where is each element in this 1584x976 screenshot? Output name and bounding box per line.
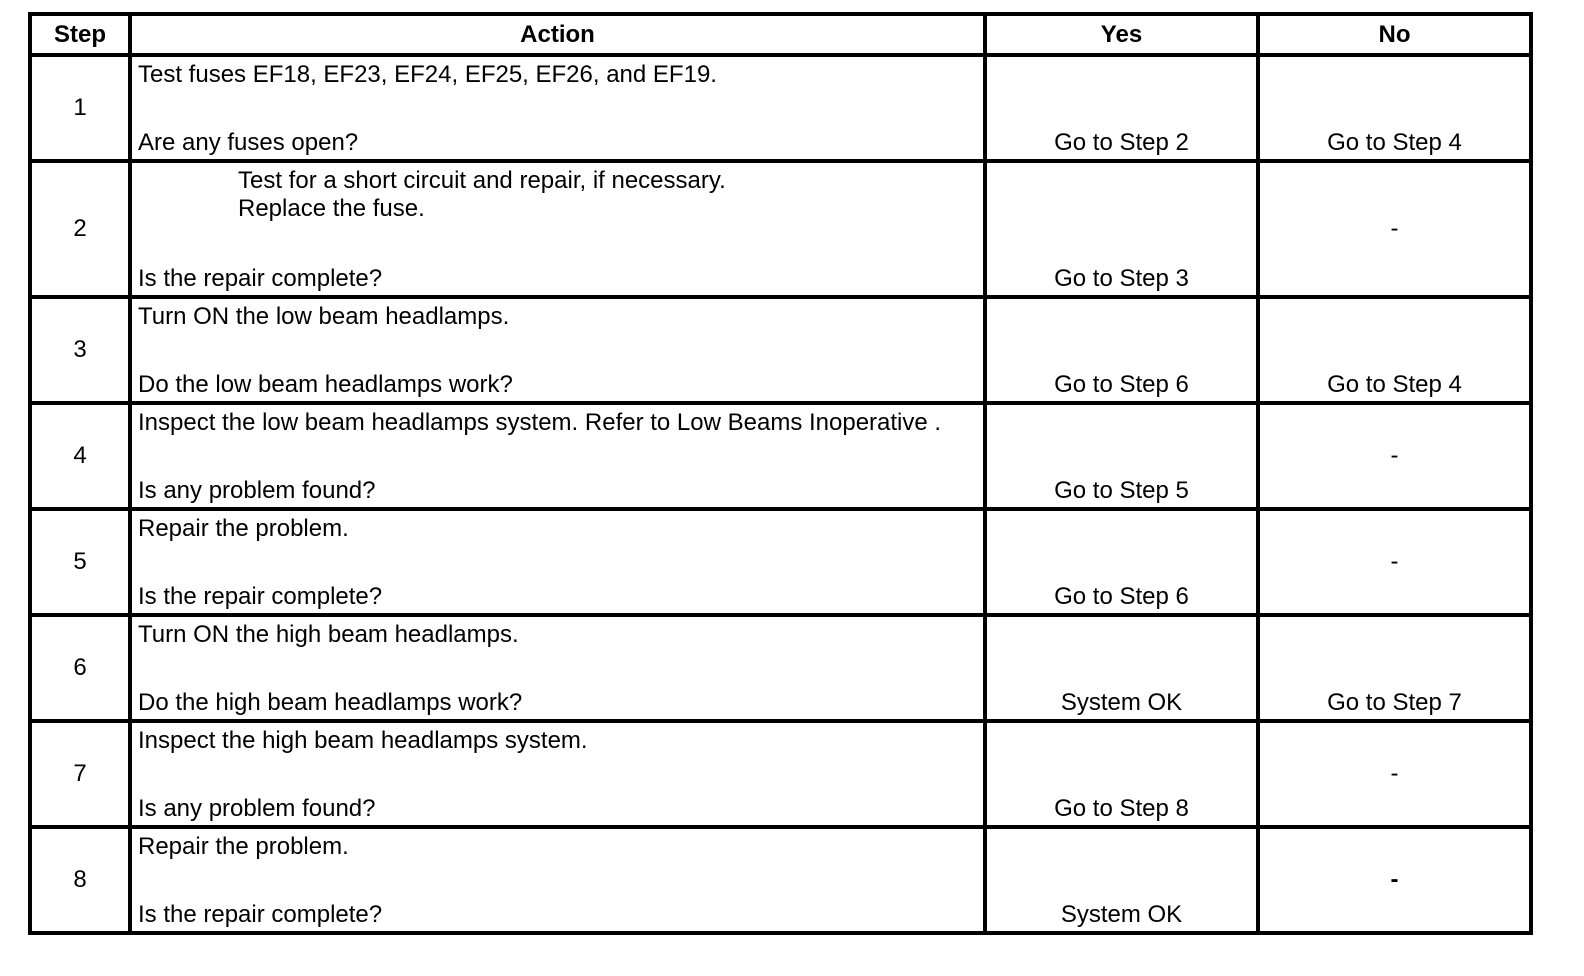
yes-result: Go to Step 8 — [985, 721, 1258, 827]
step-number: 5 — [30, 509, 130, 615]
action-cell — [130, 509, 985, 615]
action-instruction: Turn ON the low beam headlamps. — [138, 303, 510, 330]
table-row — [30, 509, 1531, 615]
table-row — [30, 827, 1531, 933]
action-question: Do the low beam headlamps work? — [138, 371, 513, 398]
action-question: Is the repair complete? — [138, 901, 383, 928]
yes-result: Go to Step 5 — [985, 403, 1258, 509]
action-cell — [130, 161, 985, 297]
action-instruction: Repair the problem. — [138, 833, 349, 860]
yes-result: Go to Step 6 — [985, 297, 1258, 403]
action-instruction: Inspect the high beam headlamps system. — [138, 727, 588, 754]
table-row — [30, 55, 1531, 161]
header-step: Step — [30, 14, 130, 55]
header-action: Action — [130, 14, 985, 55]
step-number: 7 — [30, 721, 130, 827]
action-cell — [130, 403, 985, 509]
action-cell — [130, 297, 985, 403]
step-number: 4 — [30, 403, 130, 509]
yes-result: System OK — [985, 827, 1258, 933]
action-cell — [130, 615, 985, 721]
diagnostic-table — [28, 12, 1533, 935]
step-number: 2 — [30, 161, 130, 297]
no-result: Go to Step 4 — [1258, 297, 1531, 403]
table-header-row — [30, 14, 1531, 55]
yes-result: System OK — [985, 615, 1258, 721]
step-number: 6 — [30, 615, 130, 721]
action-instruction: Turn ON the high beam headlamps. — [138, 621, 519, 648]
action-question: Are any fuses open? — [138, 129, 359, 156]
action-question: Do the high beam headlamps work? — [138, 689, 523, 716]
action-question: Is any problem found? — [138, 795, 376, 822]
table-row — [30, 297, 1531, 403]
table-row — [30, 403, 1531, 509]
yes-result: Go to Step 3 — [985, 161, 1258, 297]
action-instruction: Replace the fuse. — [238, 195, 425, 222]
table-row — [30, 721, 1531, 827]
action-question: Is any problem found? — [138, 477, 376, 504]
table-row — [30, 161, 1531, 297]
action-cell — [130, 827, 985, 933]
step-number: 1 — [30, 55, 130, 161]
yes-result: Go to Step 2 — [985, 55, 1258, 161]
step-number: 3 — [30, 297, 130, 403]
no-result: Go to Step 4 — [1258, 55, 1531, 161]
no-result: - — [1258, 509, 1531, 615]
action-instruction: Test fuses EF18, EF23, EF24, EF25, EF26, and EF19. — [138, 61, 717, 88]
no-result: - — [1258, 721, 1531, 827]
diagnostic-table-container — [28, 12, 1529, 935]
no-result: - — [1258, 161, 1531, 297]
yes-result: Go to Step 6 — [985, 509, 1258, 615]
header-no: No — [1258, 14, 1531, 55]
action-instruction: Repair the problem. — [138, 515, 349, 542]
no-result: - — [1258, 403, 1531, 509]
action-question: Is the repair complete? — [138, 583, 383, 610]
table-row — [30, 615, 1531, 721]
action-cell — [130, 55, 985, 161]
action-instruction: Inspect the low beam headlamps system. Refer to Low Beams Inoperative . — [138, 409, 942, 436]
action-question: Is the repair complete? — [138, 265, 383, 292]
step-number: 8 — [30, 827, 130, 933]
no-result: Go to Step 7 — [1258, 615, 1531, 721]
header-yes: Yes — [985, 14, 1258, 55]
action-cell — [130, 721, 985, 827]
action-instruction: Test for a short circuit and repair, if necessary. — [238, 167, 726, 194]
no-result: - — [1258, 827, 1531, 933]
